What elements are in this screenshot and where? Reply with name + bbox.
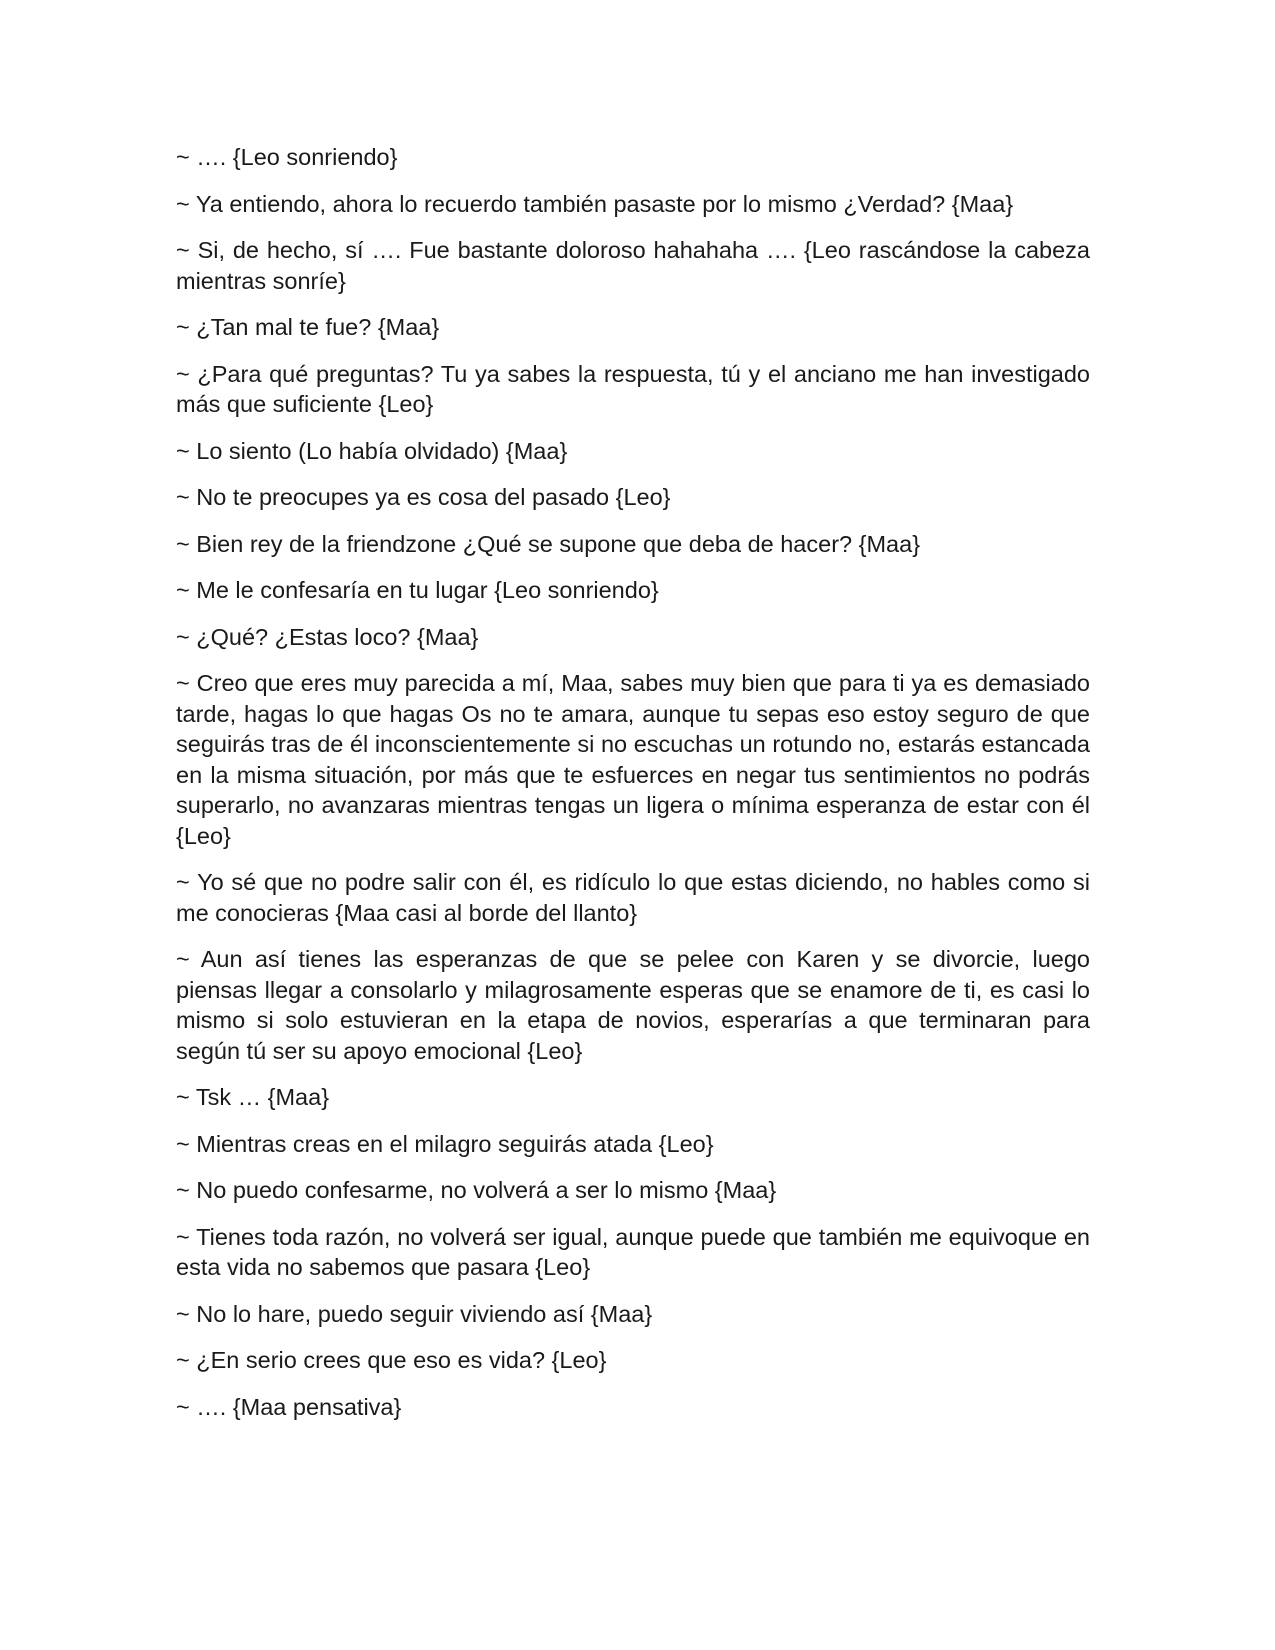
dialogue-line: ~ Lo siento (Lo había olvidado) {Maa} [176,437,568,464]
dialogue-line: ~ Tsk … {Maa} [176,1084,330,1110]
dialogue-line: ~ Ya entiendo, ahora lo recuerdo también pasaste por lo mismo ¿Verdad? {Maa} [176,190,1014,217]
dialogue-line: ~ Me le confesaría en tu lugar {Leo sonriendo} [176,577,659,603]
dialogue-line: ~ Mientras creas en el milagro seguirás atada {Leo} [176,1130,714,1157]
dialogue-line: ~ Aun así tienes las esperanzas de que se pelee con Karen y se divorcie, luego piensas llegar a consolarlo y milagrosamente esperas que se enamore de ti, es casi lo mismo si solo estuvieran en la etapa de novios, esperarías a que terminaran para según tú ser su apoyo emocional {Leo} [176,946,1090,1064]
dialogue-line: ~ No te preocupes ya es cosa del pasado {Leo} [176,484,671,510]
dialogue-line: ~ Bien rey de la friendzone ¿Qué se supone que deba de hacer? {Maa} [176,530,921,557]
dialogue-line: ~ Yo sé que no podre salir con él, es ridículo lo que estas diciendo, no hables como si me conocieras {Maa casi al borde del llanto} [176,869,1090,926]
dialogue-line: ~ …. {Maa pensativa} [176,1393,402,1420]
dialogue-line: ~ ¿Qué? ¿Estas loco? {Maa} [176,623,479,650]
dialogue-line: ~ Creo que eres muy parecida a mí, Maa, sabes muy bien que para ti ya es demasiado tarde, hagas lo que hagas Os no te amara, aunque tu sepas eso estoy seguro de que seguirás tras de él inconscientemente si no escuchas un rotundo no, estarás estancada en la misma situación, por más que te esfuerces en negar tus sentimientos no podrás superarlo, no avanzaras mientras tengas un ligera o mínima esperanza de estar con él {Leo} [176,670,1090,849]
dialogue-line: ~ No puedo confesarme, no volverá a ser lo mismo {Maa} [176,1177,777,1203]
dialogue-line: ~ Tienes toda razón, no volverá ser igual, aunque puede que también me equivoque en esta vida no sabemos que pasara {Leo} [176,1223,1090,1280]
dialogue-line: ~ …. {Leo sonriendo} [176,144,398,170]
dialogue-line: ~ ¿Para qué preguntas? Tu ya sabes la respuesta, tú y el anciano me han investigado más que suficiente {Leo} [176,360,1090,417]
page-body [176,142,1090,1438]
dialogue-line: ~ ¿En serio crees que eso es vida? {Leo} [176,1347,607,1373]
dialogue-line: ~ Si, de hecho, sí …. Fue bastante doloroso hahahaha …. {Leo rascándose la cabeza mientras sonríe} [176,237,1090,294]
dialogue-line: ~ ¿Tan mal te fue? {Maa} [176,314,440,340]
dialogue-line: ~ No lo hare, puedo seguir viviendo así {Maa} [176,1300,653,1327]
